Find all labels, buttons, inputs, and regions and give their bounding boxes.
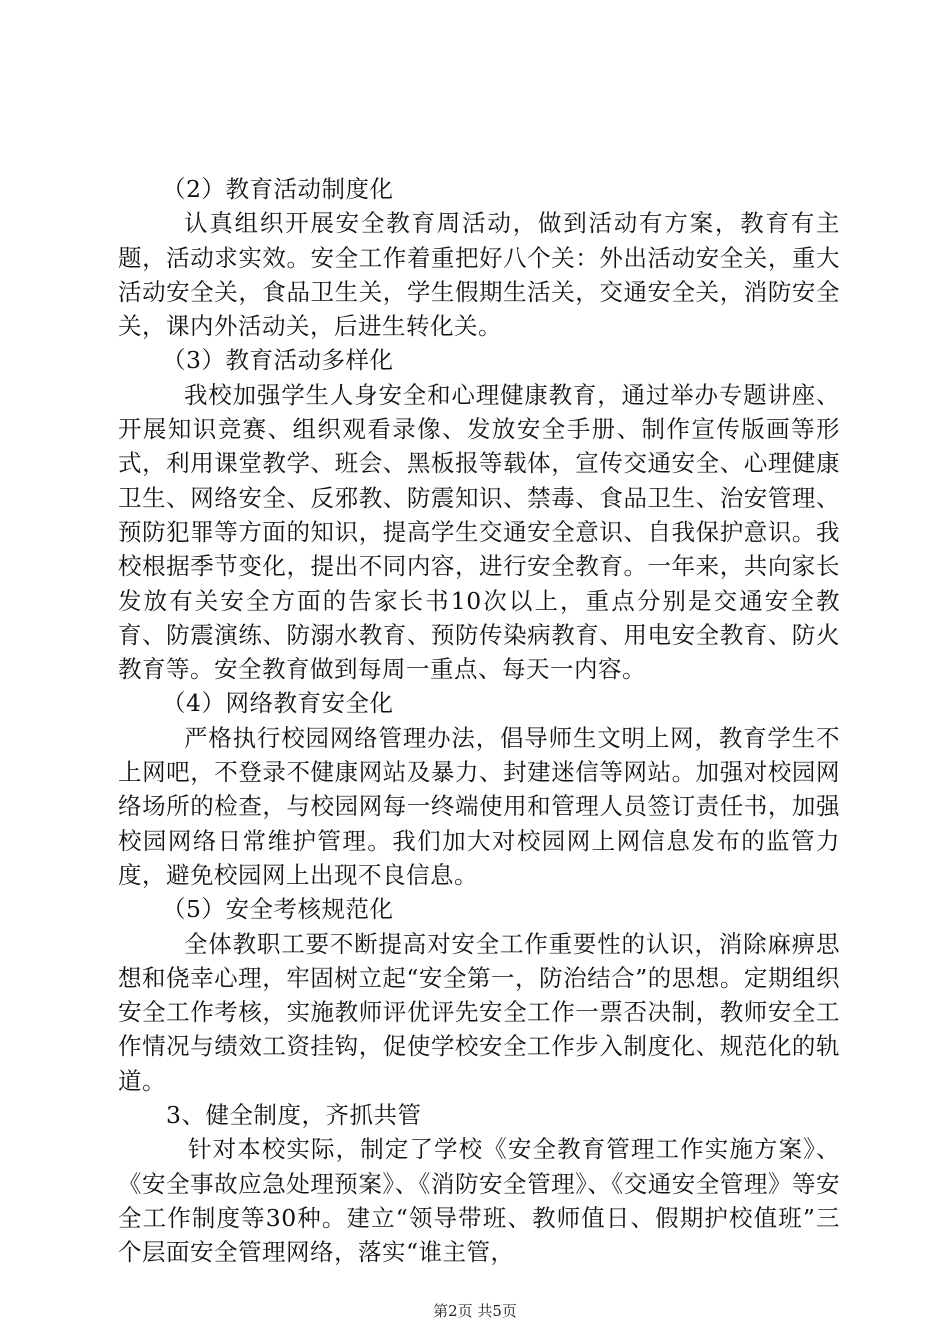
paragraph-safety-rules: 针对本校实际，制定了学校《安全教育管理工作实施方案》、《安全事故应急处理预案》、《消防安全管理》、《交通安全管理》等安全工作制度等30种。建立“领导带班、教师值日、假期护校值班”三个层面安全管理网络，落实“谁主管， <box>118 1135 840 1267</box>
section-heading-3: （3）教育活动多样化 <box>162 346 394 375</box>
paragraph-education-activities-diverse: 我校加强学生人身安全和心理健康教育，通过举办专题讲座、开展知识竞赛、组织观看录像、发放安全手册、制作宣传版画等形式，利用课堂教学、班会、黑板报等载体，宣传交通安全、心理健康卫生、网络安全、反邪教、防震知识、禁毒、食品卫生、治安管理、预防犯罪等方面的知识，提高学生交通安全意识、自我保护意识。我校根据季节变化，提出不同内容，进行安全教育。一年来，共向家长发放有关安全方面的告家长书10次以上，重点分别是交通安全教育、防震演练、防溺水教育、预防传染病教育、用电安全教育、防火教育等。安全教育做到每周一重点、每天一内容。 <box>118 380 840 684</box>
page-number-footer: 第2页 共5页 <box>433 1302 517 1320</box>
section-heading-5: （5）安全考核规范化 <box>162 895 394 924</box>
paragraph-safety-assessment: 全体教职工要不断提高对安全工作重要性的认识，消除麻痹思想和侥幸心理，牢固树立起“安全第一，防治结合”的思想。定期组织安全工作考核，实施教师评优评先安全工作一票否决制，教师安全工作情况与绩效工资挂钩，促使学校安全工作步入制度化、规范化的轨道。 <box>118 929 840 1095</box>
section-heading-4: （4）网络教育安全化 <box>162 689 394 718</box>
section-heading-system: 3、健全制度，齐抓共管 <box>166 1101 422 1130</box>
paragraph-network-safety: 严格执行校园网络管理办法，倡导师生文明上网，教育学生不上网吧，不登录不健康网站及暴力、封建迷信等网站。加强对校园网络场所的检查，与校园网每一终端使用和管理人员签订责任书，加强校园网络日常维护管理。我们加大对校园网上网信息发布的监管力度，避免校园网上出现不良信息。 <box>118 723 840 889</box>
document-body <box>118 172 840 1270</box>
paragraph-education-activities-system: 认真组织开展安全教育周活动，做到活动有方案，教育有主题，活动求实效。安全工作着重把好八个关：外出活动安全关，重大活动安全关，食品卫生关，学生假期生活关，交通安全关，消防安全关，课内外活动关，后进生转化关。 <box>118 209 840 341</box>
section-heading-2: （2）教育活动制度化 <box>162 175 394 203</box>
